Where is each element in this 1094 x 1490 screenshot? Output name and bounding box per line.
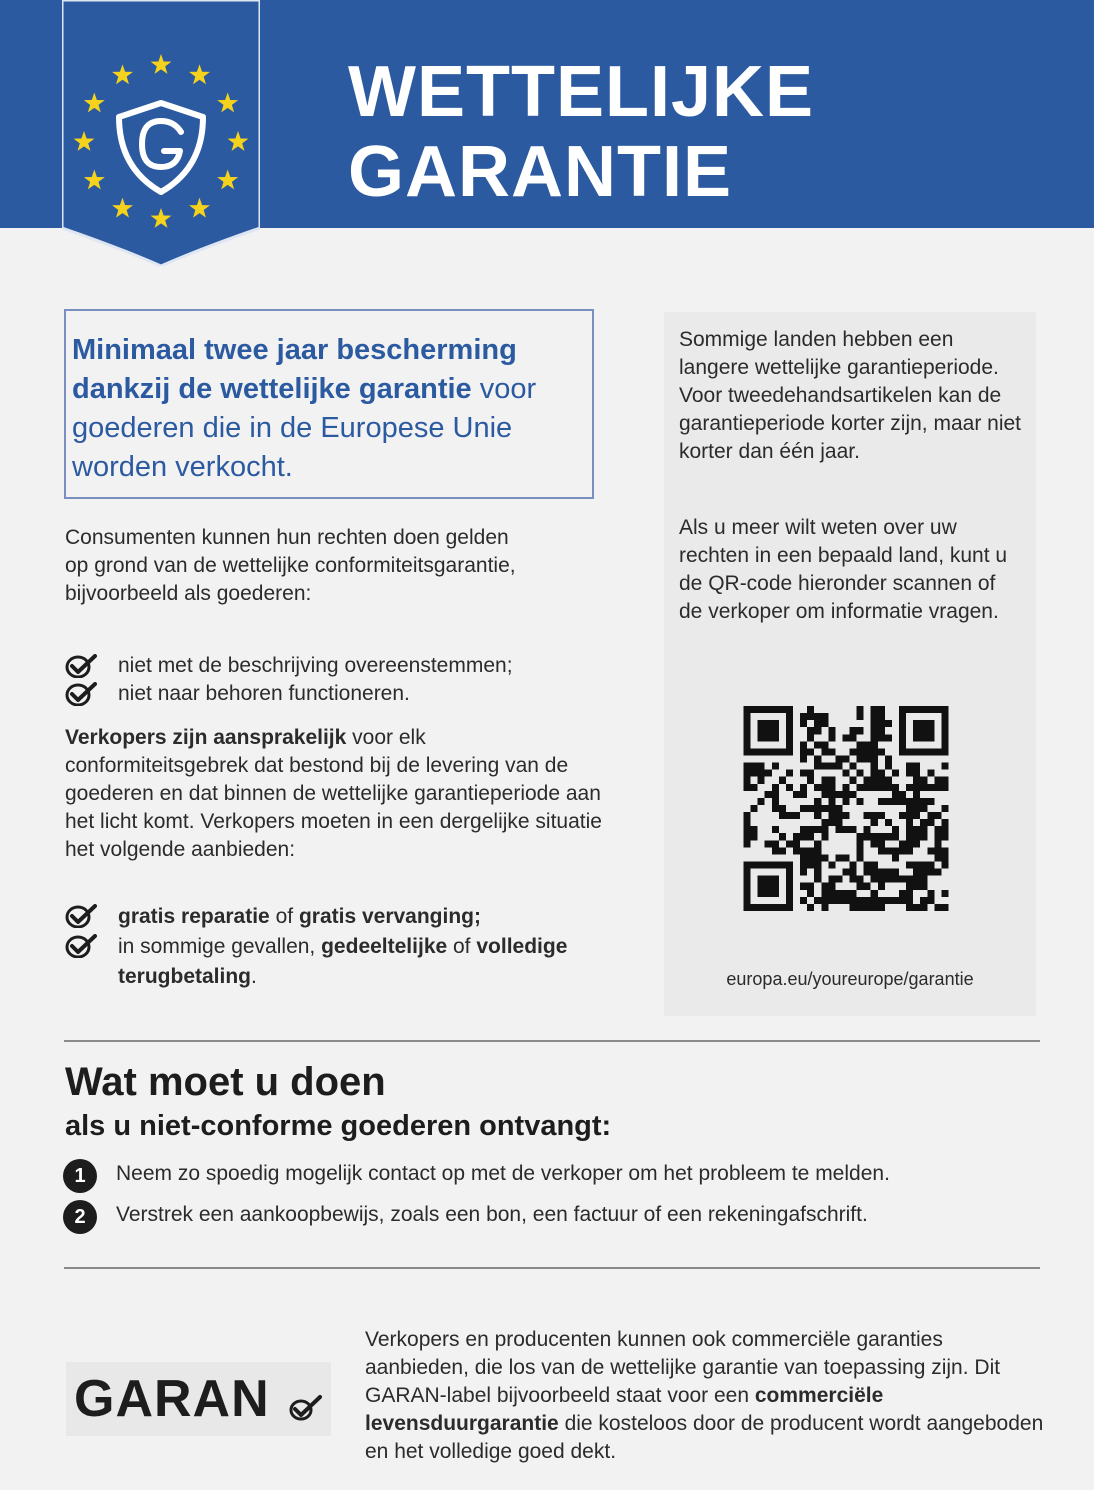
lead-bold: Minimaal twee jaar bescherming dankzij de wettelijke garantie bbox=[72, 334, 517, 405]
qr-code-icon[interactable] bbox=[742, 706, 950, 911]
intro-paragraph: Consumenten kunnen hun rechten doen gelden op grond van de wettelijke conformiteitsgarantie, bijvoorbeeld als goederen: bbox=[65, 526, 516, 605]
remedy-bold: gratis reparatie bbox=[118, 905, 270, 928]
garan-logo bbox=[66, 1362, 331, 1436]
step-1 bbox=[63, 1159, 1094, 1189]
remedy-bold: gratis vervanging; bbox=[298, 905, 481, 928]
divider bbox=[64, 1040, 1040, 1042]
liability-rest: voor elk conformiteitsgebrek dat bestond bij de levering van de goederen en dat binnen de wettelijke garantieperiode aan het licht komt. Verkopers moeten in een dergelijke situatie het volgende aanbieden: bbox=[65, 726, 602, 861]
divider bbox=[64, 1267, 1040, 1269]
step-text: Neem zo spoedig mogelijk contact op met de verkoper om het probleem te melden. bbox=[116, 1162, 890, 1185]
check-circle-icon bbox=[65, 654, 97, 678]
step-text: Verstrek een aankoopbewijs, zoals een bon, een factuur of een rekeningafschrift. bbox=[116, 1203, 868, 1226]
check-circle-icon bbox=[65, 934, 97, 958]
step-2 bbox=[63, 1200, 1094, 1230]
condition-text: niet naar behoren functioneren. bbox=[118, 682, 410, 705]
lead-rest: voor goederen die in de Europese Unie worden verkocht. bbox=[72, 373, 537, 483]
title-line-2: GARANTIE bbox=[348, 132, 732, 212]
list-item bbox=[65, 680, 625, 708]
footer-text-after: die kosteloos door de producent wordt aangeboden en het volledige goed dekt. bbox=[365, 1412, 1044, 1463]
remedy-bold: volledige terugbetaling bbox=[118, 935, 568, 988]
info-side-panel bbox=[664, 312, 1036, 1016]
footer-text-bold: commerciële levensduurgarantie bbox=[365, 1384, 884, 1435]
garan-logo-text: GARAN bbox=[74, 1370, 270, 1428]
side-paragraph-2: Als u meer wilt weten over uw rechten in een bepaald land, kunt u de QR-code hieronder scannen of de verkoper om informatie vragen. bbox=[679, 516, 1008, 623]
check-circle-icon bbox=[65, 682, 97, 706]
info-url-link[interactable]: europa.eu/youreurope/garantie bbox=[726, 969, 974, 989]
step-number-badge: 1 bbox=[63, 1159, 97, 1193]
step-number-badge: 2 bbox=[63, 1200, 97, 1234]
conditions-list bbox=[65, 652, 625, 708]
list-item bbox=[65, 902, 585, 932]
list-item bbox=[65, 932, 585, 992]
liability-paragraph bbox=[65, 724, 610, 864]
page-title bbox=[348, 52, 814, 212]
condition-text: niet met de beschrijving overeenstemmen; bbox=[118, 654, 513, 677]
footer-text-before: Verkopers en producenten kunnen ook commerciële garanties aanbieden, die los van de wettelijke garantie van toepassing zijn. Dit GARAN-label bijvoorbeeld staat voor een bbox=[365, 1328, 1001, 1407]
check-mark-icon bbox=[288, 1394, 322, 1422]
lead-statement-box bbox=[64, 309, 594, 499]
remedy-text: of bbox=[269, 905, 299, 928]
remedy-text: of bbox=[447, 935, 477, 958]
remedy-bold: gedeeltelijke bbox=[321, 935, 448, 958]
section-subtitle: als u niet-conforme goederen ontvangt: bbox=[65, 1110, 612, 1142]
remedy-text: . bbox=[251, 965, 257, 988]
check-circle-icon bbox=[65, 904, 97, 928]
list-item bbox=[65, 652, 625, 680]
side-paragraph-1: Sommige landen hebben een langere wettelijke garantieperiode. Voor tweedehandsartikelen kan de garantieperiode korter zijn, maar niet korter dan één jaar. bbox=[679, 328, 1022, 463]
eu-star-shield-icon bbox=[62, 0, 260, 266]
remedy-text: in sommige gevallen, bbox=[118, 935, 322, 958]
remedies-list bbox=[65, 902, 585, 992]
section-title: Wat moet u doen bbox=[65, 1060, 386, 1104]
liability-bold: Verkopers zijn aansprakelijk bbox=[65, 726, 347, 749]
commercial-guarantee-paragraph bbox=[365, 1326, 1045, 1466]
title-line-1: WETTELIJKE bbox=[348, 52, 815, 132]
